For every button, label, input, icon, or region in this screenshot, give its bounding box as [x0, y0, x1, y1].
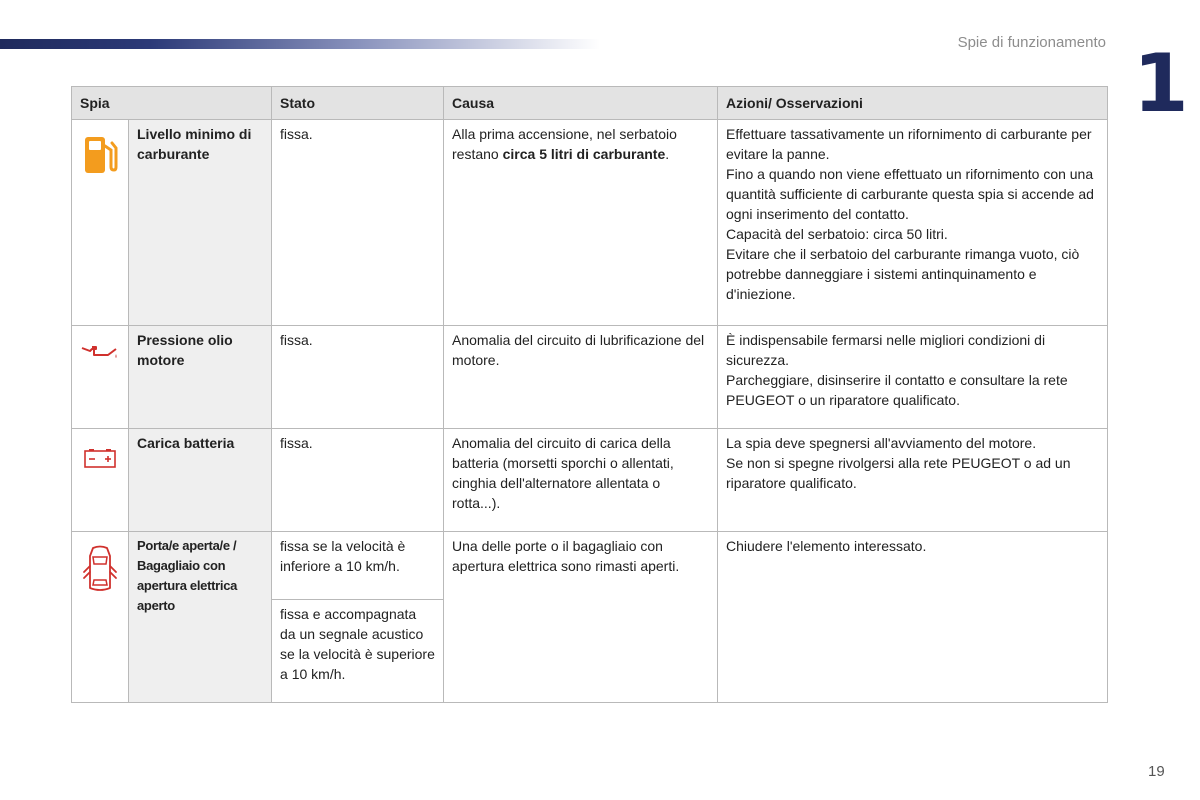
action-line: Chiudere l'elemento interessato.	[726, 538, 927, 554]
warning-status: fissa.	[272, 120, 444, 326]
page-number: 19	[1148, 763, 1165, 780]
action-line: Se non si spegne rivolgersi alla rete PEUGEOT o ad un riparatore qualificato.	[726, 455, 1071, 491]
icon-cell	[72, 326, 129, 429]
action-line: Parcheggiare, disinserire il contatto e consultare la rete PEUGEOT o un riparatore qualificato.	[726, 372, 1068, 408]
warning-status: fissa se la velocità è inferiore a 10 km/h.	[272, 532, 444, 600]
cause-emphasis: circa 5 litri di carburante	[502, 146, 666, 162]
warning-name: Porta/e aperta/e / Bagagliaio con apertura elettrica aperto	[129, 532, 272, 703]
action-line: Evitare che il serbatoio del carburante rimanga vuoto, ciò potrebbe danneggiare i sistemi antinquinamento e d'iniezione.	[726, 246, 1080, 302]
column-header-causa: Causa	[444, 87, 718, 120]
warning-cause	[444, 120, 718, 326]
warning-status: fissa.	[272, 429, 444, 532]
action-line: È indispensabile fermarsi nelle migliori condizioni di sicurezza.	[726, 332, 1046, 368]
door-open-icon	[82, 544, 118, 594]
warning-cause: Anomalia del circuito di carica della batteria (morsetti sporchi o allentati, cinghia dell'alternatore allentata o rotta...).	[444, 429, 718, 532]
icon-cell	[72, 532, 129, 703]
warning-actions	[718, 532, 1108, 703]
cause-text: Alla prima accensione, nel serbatoio restano	[452, 126, 677, 162]
column-header-spia: Spia	[72, 87, 272, 120]
warning-actions	[718, 326, 1108, 429]
table-row	[72, 120, 1108, 326]
warning-lights-table	[71, 86, 1108, 703]
battery-icon	[83, 447, 117, 469]
table-row	[72, 532, 1108, 600]
warning-cause: Una delle porte o il bagagliaio con apertura elettrica sono rimasti aperti.	[444, 532, 718, 703]
warning-status-alt: fissa e accompagnata da un segnale acustico se la velocità è superiore a 10 km/h.	[272, 600, 444, 703]
table-row	[72, 429, 1108, 532]
table-header-row	[72, 87, 1108, 120]
warning-name: Pressione olio motore	[129, 326, 272, 429]
header-decor-bar	[0, 39, 600, 49]
action-line: Effettuare tassativamente un rifornimento di carburante per evitare la panne.	[726, 126, 1092, 162]
table-row	[72, 326, 1108, 429]
action-line: La spia deve spegnersi all'avviamento del motore.	[726, 435, 1037, 451]
action-line: Capacità del serbatoio: circa 50 litri.	[726, 226, 948, 242]
warning-name: Livello minimo di carburante	[129, 120, 272, 326]
warning-status: fissa.	[272, 326, 444, 429]
action-line: Fino a quando non viene effettuato un rifornimento con una quantità sufficiente di carburante questa spia si accende ad ogni inserimento del contatto.	[726, 166, 1094, 222]
warning-actions	[718, 429, 1108, 532]
icon-cell	[72, 120, 129, 326]
warning-name: Carica batteria	[129, 429, 272, 532]
column-header-stato: Stato	[272, 87, 444, 120]
icon-cell	[72, 429, 129, 532]
fuel-pump-icon	[81, 134, 119, 176]
oil-can-icon	[80, 342, 120, 364]
warning-actions	[718, 120, 1108, 326]
cause-text-end: .	[665, 146, 670, 162]
warning-cause: Anomalia del circuito di lubrificazione del motore.	[444, 326, 718, 429]
chapter-number: 1	[1133, 37, 1189, 130]
section-title: Spie di funzionamento	[957, 34, 1106, 51]
column-header-azioni: Azioni/ Osservazioni	[718, 87, 1108, 120]
